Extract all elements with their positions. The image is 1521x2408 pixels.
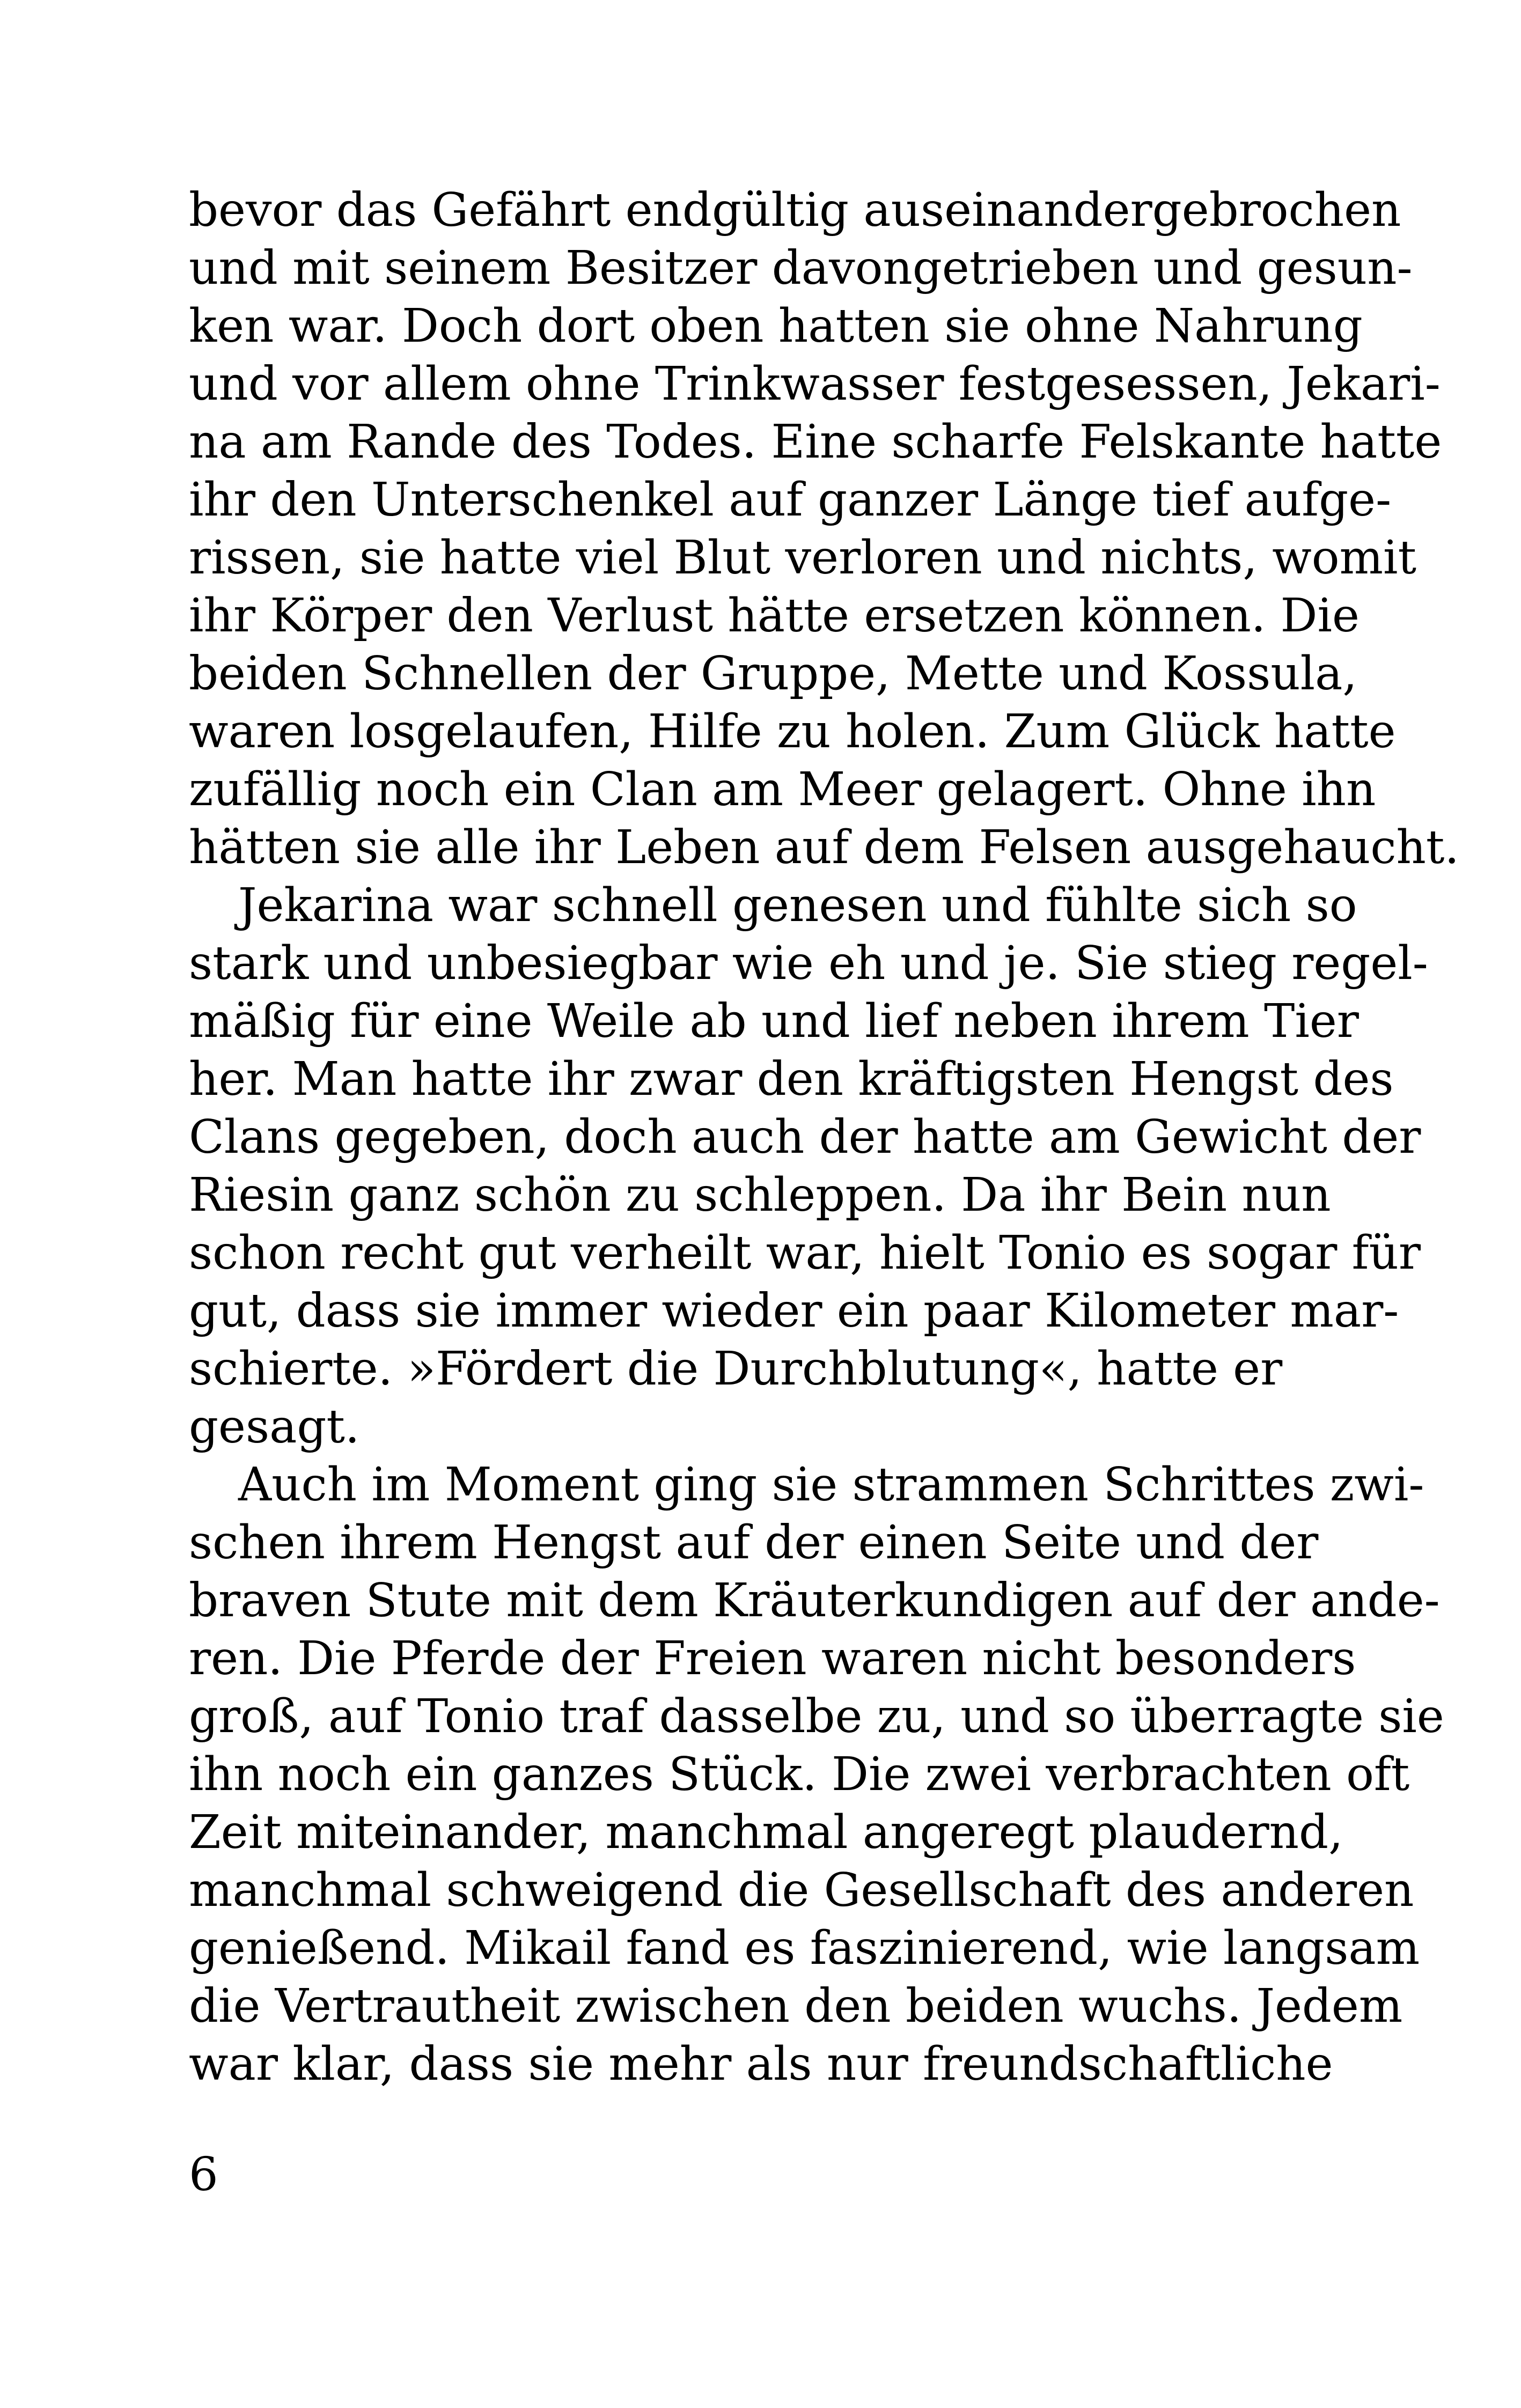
text-line: ihr Körper den Verlust hätte ersetzen können. Die bbox=[189, 589, 1360, 643]
text-line: und vor allem ohne Trinkwasser festgesessen, Jekari- bbox=[189, 357, 1441, 411]
text-line: ken war. Doch dort oben hatten sie ohne Nahrung bbox=[189, 299, 1363, 353]
text-line: beiden Schnellen der Gruppe, Mette und Kossula, bbox=[189, 647, 1357, 701]
text-line: bevor das Gefährt endgültig auseinandergebrochen bbox=[189, 183, 1401, 237]
text-line: ihn noch ein ganzes Stück. Die zwei verbrachten oft bbox=[189, 1748, 1410, 1801]
text-line: Clans gegeben, doch auch der hatte am Gewicht der bbox=[189, 1110, 1421, 1164]
text-line: gesagt. bbox=[189, 1400, 360, 1454]
text-line: rissen, sie hatte viel Blut verloren und nichts, womit bbox=[189, 531, 1417, 585]
text-line: ihr den Unterschenkel auf ganzer Länge tief aufge- bbox=[189, 473, 1392, 527]
text-line: Jekarina war schnell genesen und fühlte sich so bbox=[238, 879, 1357, 932]
text-line: und mit seinem Besitzer davongetrieben und gesun- bbox=[189, 241, 1413, 295]
text-line: Riesin ganz schön zu schleppen. Da ihr Bein nun bbox=[189, 1168, 1331, 1222]
text-line: schen ihrem Hengst auf der einen Seite und der bbox=[189, 1516, 1319, 1570]
page-number: 6 bbox=[189, 2148, 218, 2201]
text-line: genießend. Mikail fand es faszinierend, wie langsam bbox=[189, 1921, 1420, 1975]
text-line: waren losgelaufen, Hilfe zu holen. Zum Glück hatte bbox=[189, 705, 1396, 759]
text-line: mäßig für eine Weile ab und lief neben ihrem Tier bbox=[189, 995, 1359, 1048]
paragraph-2 bbox=[189, 877, 1428, 1456]
text-line: war klar, dass sie mehr als nur freundschaftliche bbox=[189, 2037, 1333, 2091]
text-line: manchmal schweigend die Gesellschaft des anderen bbox=[189, 1864, 1414, 1917]
text-line: ren. Die Pferde der Freien waren nicht besonders bbox=[189, 1632, 1356, 1685]
text-line: groß, auf Tonio traf dasselbe zu, und so überragte sie bbox=[189, 1690, 1444, 1743]
text-line: schierte. »Fördert die Durchblutung«, hatte er bbox=[189, 1342, 1283, 1396]
text-line: hätten sie alle ihr Leben auf dem Felsen ausgehaucht. bbox=[189, 821, 1459, 874]
paragraph-3 bbox=[189, 1456, 1444, 2093]
text-line: schon recht gut verheilt war, hielt Tonio es sogar für bbox=[189, 1226, 1421, 1280]
book-page-text bbox=[189, 181, 1459, 2093]
text-line: Zeit miteinander, manchmal angeregt plaudernd, bbox=[189, 1806, 1343, 1859]
text-line: zufällig noch ein Clan am Meer gelagert. Ohne ihn bbox=[189, 763, 1376, 816]
text-line: braven Stute mit dem Kräuterkundigen auf der ande- bbox=[189, 1574, 1440, 1628]
text-line: gut, dass sie immer wieder ein paar Kilometer mar- bbox=[189, 1284, 1399, 1338]
paragraph-1 bbox=[189, 181, 1459, 877]
text-line: Auch im Moment ging sie strammen Schrittes zwi- bbox=[238, 1458, 1424, 1512]
text-line: her. Man hatte ihr zwar den kräftigsten Hengst des bbox=[189, 1052, 1394, 1106]
text-line: stark und unbesiegbar wie eh und je. Sie stieg regel- bbox=[189, 937, 1428, 990]
text-line: die Vertrautheit zwischen den beiden wuchs. Jedem bbox=[189, 1979, 1403, 2033]
text-line: na am Rande des Todes. Eine scharfe Felskante hatte bbox=[189, 415, 1442, 469]
